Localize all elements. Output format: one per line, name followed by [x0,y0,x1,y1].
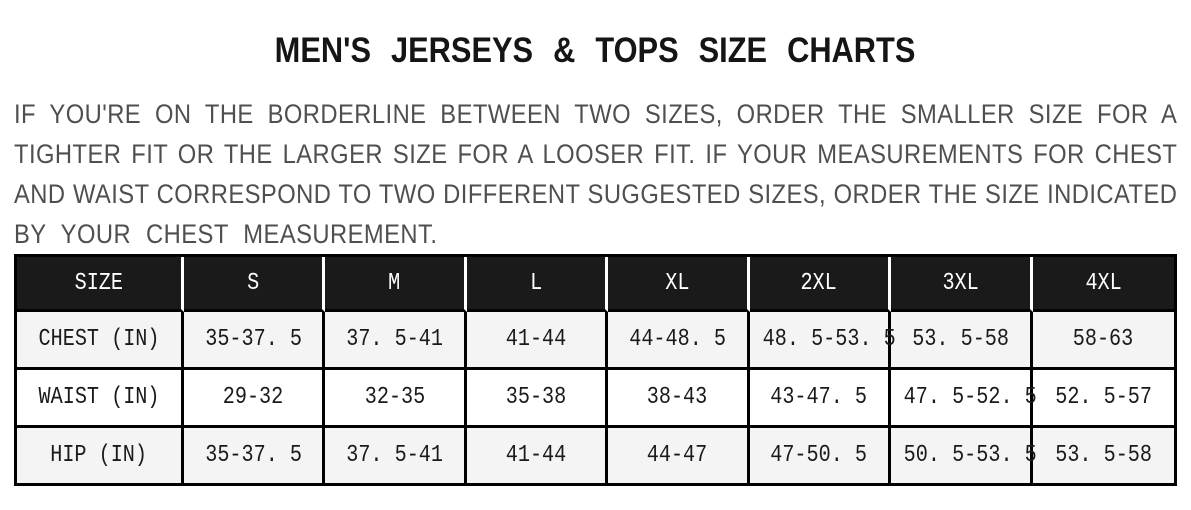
page-title-text: MEN'S JERSEYS & TOPS SIZE CHARTS [275,31,916,70]
row-label: WAIST (IN) [38,384,160,411]
measurement-cell [891,312,1032,370]
measurement-value: 50. 5-53. 5 [903,442,1037,469]
measurement-value: 41-44 [505,326,567,353]
measurement-value: 35-37. 5 [204,326,302,353]
intro-line-3: AND WAIST CORRESPOND TO TWO DIFFERENT SUGGESTED SIZES, ORDER THE SIZE INDICATED [14,179,1178,209]
header-cell-label: XL [665,269,690,297]
measurement-cell [1033,312,1174,370]
measurement-row [17,428,1174,483]
measurement-value: 47-50. 5 [770,442,868,469]
measurement-cell [891,428,1037,483]
header-cell-size [17,257,184,312]
measurement-value: 35-37. 5 [204,442,302,469]
header-cell-label: 4XL [1085,269,1122,297]
header-cell-s [184,257,325,312]
measurement-cell [467,428,608,483]
header-cell-label: 3XL [942,269,979,297]
measurement-value: 32-35 [364,384,425,411]
measurement-cell [1033,428,1174,483]
measurement-cell [467,370,608,428]
measurement-value: 37. 5-41 [346,326,444,353]
measurement-cell [325,370,466,428]
measurement-cell [608,428,749,483]
measurement-value: 52. 5-57 [1054,384,1152,411]
size-chart-body [17,312,1174,483]
measurement-value: 43-47. 5 [770,384,868,411]
measurement-value: 38-43 [647,384,708,411]
measurement-cell [184,312,325,370]
intro-paragraph [14,94,1177,254]
measurement-row [17,312,1174,370]
header-cell-m [325,257,466,312]
measurement-cell [750,428,891,483]
row-label: CHEST (IN) [38,326,160,353]
measurement-value: 44-47 [647,442,708,469]
header-cell-label: L [529,269,543,297]
row-label-cell [17,312,184,370]
measurement-value: 48. 5-53. 5 [762,326,896,353]
measurement-cell [1033,370,1174,428]
header-cell-3xl [891,257,1032,312]
row-label-cell [17,370,184,428]
header-cell-4xl [1033,257,1174,312]
row-label: HIP (IN) [50,442,148,469]
size-chart-table [14,254,1177,486]
row-label-cell [17,428,184,483]
measurement-cell [750,312,896,370]
header-cell-2xl [750,257,891,312]
intro-line-2: TIGHTER FIT OR THE LARGER SIZE FOR A LOOSER FIT. IF YOUR MEASUREMENTS FOR CHEST [14,139,1178,169]
measurement-value: 44-48. 5 [629,326,726,353]
header-cell-label: 2XL [800,269,838,297]
header-cell-xl [608,257,749,312]
measurement-cell [467,312,608,370]
header-cell-label: S [247,269,260,297]
measurement-value: 47. 5-52. 5 [903,384,1037,411]
measurement-value: 53. 5-58 [1054,442,1152,469]
measurement-value: 35-38 [505,384,567,411]
measurement-cell [608,370,749,428]
measurement-cell [325,428,466,483]
intro-line-4: BY YOUR CHEST MEASUREMENT. [14,219,438,249]
measurement-cell [184,428,325,483]
measurement-value: 37. 5-41 [346,442,444,469]
page-title [0,31,1191,71]
measurement-value: 29-32 [222,384,284,411]
measurement-cell [750,370,891,428]
measurement-value: 53. 5-58 [911,326,1009,353]
measurement-cell [184,370,325,428]
measurement-cell [325,312,466,370]
measurement-value: 41-44 [505,442,567,469]
measurement-row [17,370,1174,428]
measurement-cell [891,370,1037,428]
measurement-value: 58-63 [1073,326,1134,353]
header-cell-l [467,257,608,312]
measurement-cell [608,312,749,370]
size-header-row [17,257,1174,312]
header-cell-label: M [388,269,401,297]
header-cell-label: SIZE [74,269,124,297]
intro-line-1: IF YOU'RE ON THE BORDERLINE BETWEEN TWO SIZES, ORDER THE SMALLER SIZE FOR A [14,99,1178,129]
